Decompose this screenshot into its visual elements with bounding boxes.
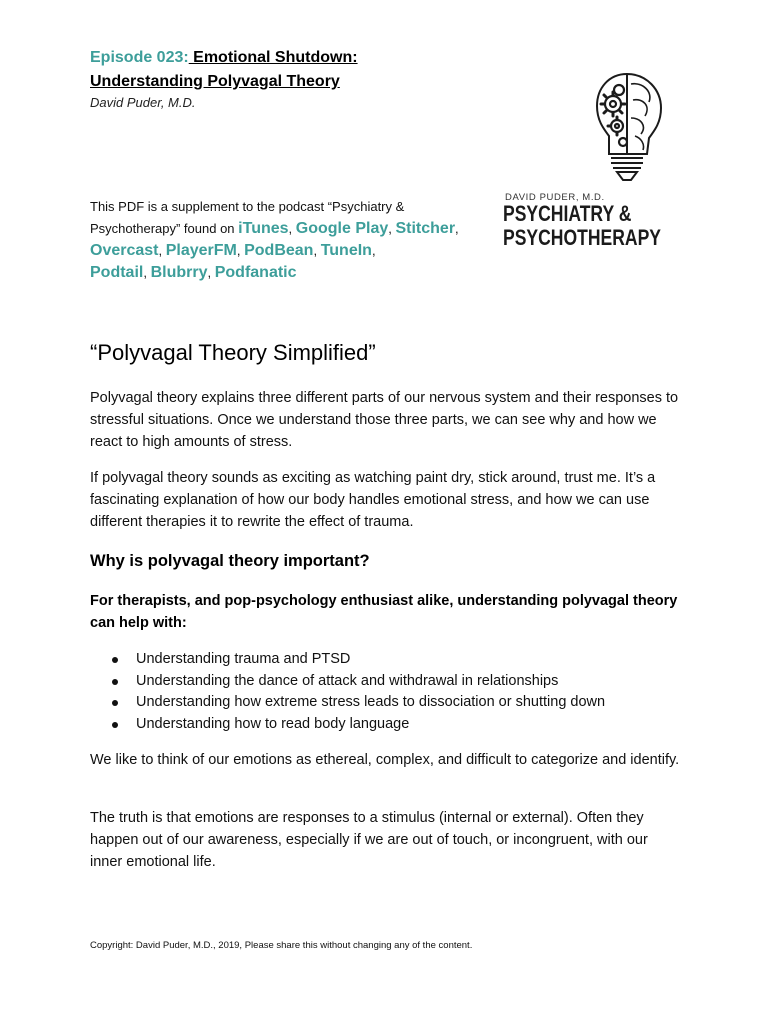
author-name: David Puder, M.D. [90,95,196,110]
episode-number: Episode 023: [90,49,189,66]
link-tunein[interactable]: TuneIn [320,242,372,259]
section-heading: Why is polyvagal theory important? [90,552,370,570]
link-overcast[interactable]: Overcast [90,242,159,259]
list-item [112,671,605,693]
bullet-icon [112,722,118,728]
link-podtail[interactable]: Podtail [90,264,144,281]
separator: , [236,243,245,258]
list-item [112,692,605,714]
episode-title-line2: Understanding Polyvagal Theory [90,73,340,90]
paragraph-truth: The truth is that emotions are responses to a stimulus (internal or external). Often they happen out of our awareness, especially if we are out of touch, or incongruent, with our inner emotional life. [90,810,648,870]
list-item [112,714,605,736]
link-podbean[interactable]: PodBean [244,242,314,259]
link-stitcher[interactable]: Stitcher [395,220,456,237]
paragraph-hook: If polyvagal theory sounds as exciting as watching paint dry, stick around, trust me. It’s a fascinating explanation of how our body handles emotional stress, and how we can use different therapies it to rewrite the effect of trauma. [90,470,656,530]
benefits-list [112,649,605,735]
logo-brand-line1: PSYCHIATRY & [503,201,632,226]
lightbulb-brain-gears-icon [497,70,687,195]
link-playerfm[interactable]: PlayerFM [165,242,237,259]
supplement-note [90,196,490,284]
link-blubrry[interactable]: Blubrry [150,264,208,281]
separator: , [143,265,151,280]
podcast-logo [497,70,687,260]
episode-title-line1: Emotional Shutdown: [188,49,358,66]
list-item-text: Understanding the dance of attack and withdrawal in relationships [136,672,559,689]
paragraph-emotions: We like to think of our emotions as ethereal, complex, and difficult to categorize and identify. [90,752,680,768]
bullet-icon [112,657,118,663]
list-item-text: Understanding how extreme stress leads to dissociation or shutting down [136,694,606,710]
logo-brand-line2: PSYCHOTHERAPY [503,225,661,250]
bold-intro: For therapists, and pop-psychology enthusiast alike, understanding polyvagal theory can help with: [90,593,678,631]
logo-brand [503,202,661,250]
episode-heading [90,46,358,94]
link-google-play[interactable]: Google Play [295,220,389,237]
separator: , [207,265,215,280]
separator: , [313,243,321,258]
separator: , [371,243,376,258]
logo-byline: DAVID PUDER, M.D. [505,192,605,203]
separator: , [288,221,296,236]
separator: , [388,221,396,236]
bullet-icon [112,679,118,685]
copyright-footer: Copyright: David Puder, M.D., 2019, Please share this without changing any of the content. [90,940,473,951]
list-item [112,649,605,671]
bullet-icon [112,700,118,706]
separator: , [158,243,166,258]
link-itunes[interactable]: iTunes [238,220,289,237]
list-item-text: Understanding how to read body language [136,715,410,732]
link-podfanatic[interactable]: Podfanatic [214,264,297,281]
list-item-text: Understanding trauma and PTSD [136,651,351,667]
paragraph-intro: Polyvagal theory explains three different parts of our nervous system and their responses to stressful situations. Once we understand those three parts, we can see why and how we react to high amounts of stress. [90,390,679,450]
supplement-text: This PDF is a supplement to the podcast “Psychiatry & Psychotherapy” found on [90,199,405,236]
separator: , [455,221,459,236]
article-title: “Polyvagal Theory Simplified” [90,340,376,365]
